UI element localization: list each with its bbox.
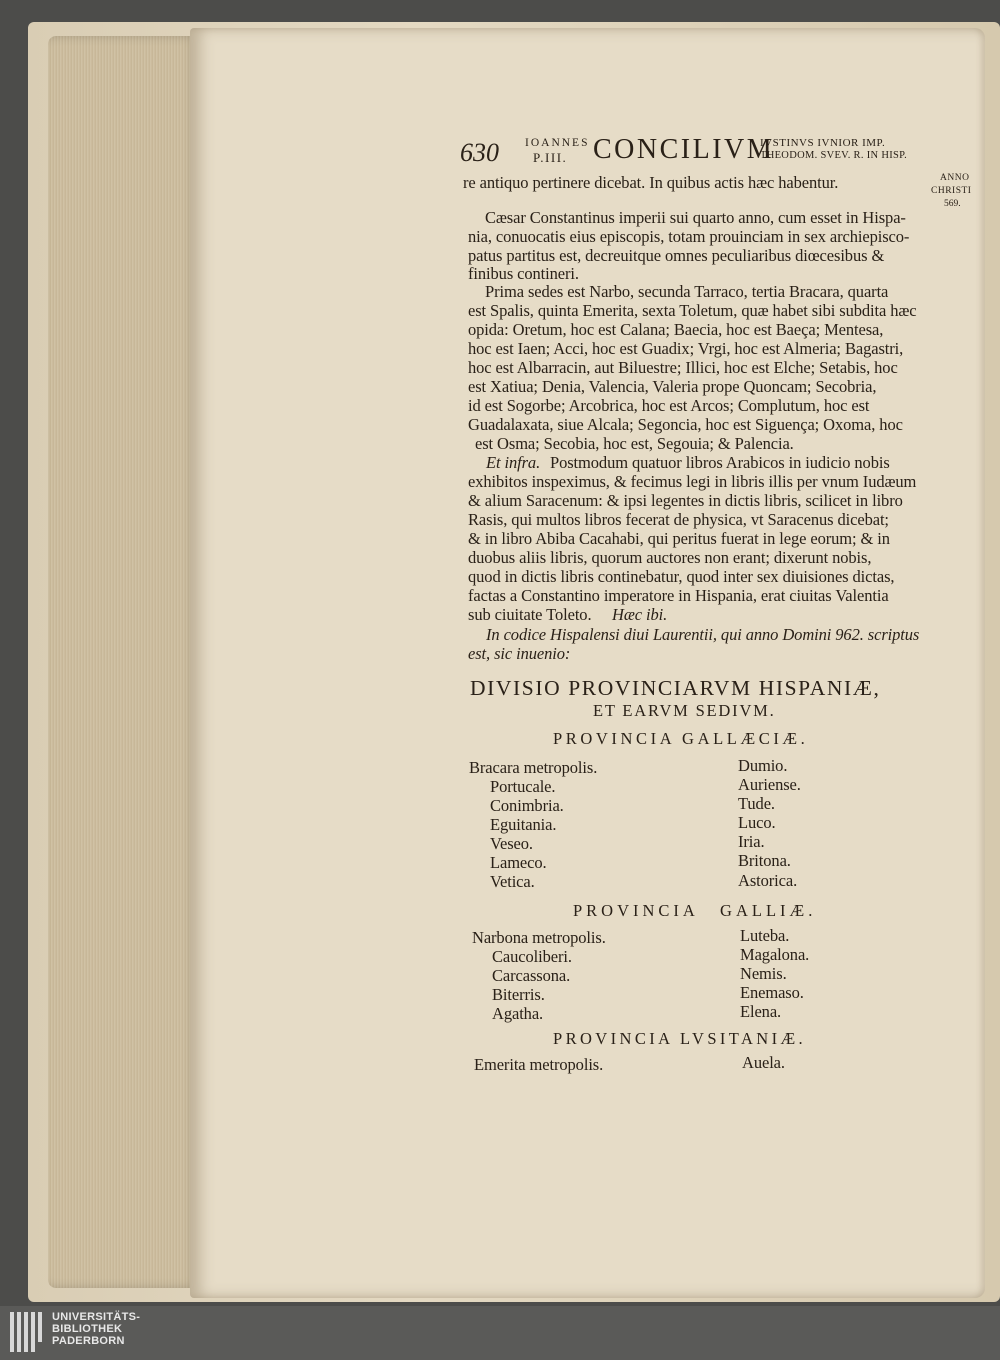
para3-line-4: Rasis, qui multos libros fecerat de physica, vt Saracenus dicebat; [468, 510, 889, 529]
intro-line: re antiquo pertinere dicebat. In quibus actis hæc habentur. [463, 173, 839, 192]
header-right-bottom: THEODOM. SVEV. R. IN HISP. [760, 150, 908, 161]
see-entry: Portucale. [490, 777, 556, 796]
scan-footer [0, 1306, 1000, 1360]
library-name-line-1: UNIVERSITÄTS- [52, 1311, 141, 1323]
see-entry: Biterris. [492, 985, 545, 1004]
see-entry: Nemis. [740, 964, 787, 983]
library-logo-icon [8, 1310, 44, 1354]
page-number: 630 [460, 138, 499, 167]
margin-note-line-3: 569. [944, 199, 961, 209]
see-entry: Agatha. [492, 1004, 544, 1023]
header-right-top: IVSTINVS IVNIOR IMP. [760, 137, 886, 149]
province-heading: PROVINCIA GALLIÆ. [573, 901, 817, 920]
para2-line-1: Prima sedes est Narbo, secunda Tarraco, tertia Bracara, quarta [485, 282, 889, 301]
para3-end: Hæc ibi. [612, 605, 668, 624]
see-entry: Magalona. [740, 945, 810, 964]
see-entry: Luteba. [740, 926, 790, 945]
margin-note-line-2: CHRISTI [931, 186, 972, 196]
see-entry: Enemaso. [740, 983, 804, 1002]
see-entry: Luco. [738, 813, 776, 832]
see-entry: Caucoliberi. [492, 947, 572, 966]
para3-last-line: sub ciuitate Toleto. [468, 605, 592, 624]
para2-line-8: Guadalaxata, siue Alcala; Segoncia, hoc est Siguença; Oxoma, hoc [468, 415, 903, 434]
para3-lead: Et infra. [486, 453, 541, 472]
para1-line-3: patus partitus est, decreuitque omnes peculiaribus diœcesibus & [468, 246, 885, 265]
division-title-line-2: ET EARVM SEDIVM. [593, 701, 776, 720]
para2-line-7: id est Sogorbe; Arcobrica, hoc est Arcos; Complutum, hoc est [468, 396, 870, 415]
para2-line-9: est Osma; Secobia, hoc est, Segouia; & Palencia. [475, 434, 794, 453]
province-heading: PROVINCIA GALLÆCIÆ. [553, 729, 809, 748]
see-entry: Elena. [740, 1002, 782, 1021]
margin-note-line-1: ANNO [940, 173, 970, 183]
see-entry: Conimbria. [490, 796, 564, 815]
para3-line-7: quod in dictis libris continebatur, quod inter sex diuisiones dictas, [468, 567, 895, 586]
province-heading: PROVINCIA LVSITANIÆ. [553, 1029, 807, 1048]
see-entry: Astorica. [738, 871, 798, 890]
see-entry: Vetica. [490, 872, 535, 891]
para2-line-4: hoc est Iaen; Acci, hoc est Guadix; Vrgi, hoc est Almeria; Bagastri, [468, 339, 904, 358]
division-title-line-1: DIVISIO PROVINCIARVM HISPANIÆ, [470, 676, 881, 700]
para2-line-3: opida: Oretum, hoc est Calana; Baecia, hoc est Baeça; Mentesa, [468, 320, 884, 339]
para2-line-5: hoc est Albarracin, aut Biluestre; Illici, hoc est Elche; Setabis, hoc [468, 358, 898, 377]
para1-line-4: finibus contineri. [468, 264, 579, 283]
see-entry: Eguitania. [490, 815, 557, 834]
running-title: CONCILIVM [593, 134, 775, 165]
see-entry: Dumio. [738, 756, 788, 775]
see-entry: Veseo. [490, 834, 533, 853]
para1-line-1: Cæsar Constantinus imperii sui quarto anno, cum esset in Hispa- [485, 208, 906, 227]
see-entry: Auriense. [738, 775, 801, 794]
para3-line-6: duobus aliis libris, quorum auctores non erant; dixerunt nobis, [468, 548, 872, 567]
para4-line-2: est, sic inuenio: [468, 644, 571, 663]
library-name-line-3: PADERBORN [52, 1335, 125, 1347]
see-entry: Iria. [738, 832, 765, 851]
see-entry: Emerita metropolis. [474, 1055, 604, 1074]
para4-line-1: In codice Hispalensi diui Laurentii, qui anno Domini 962. scriptus [486, 625, 920, 644]
para1-line-2: nia, conuocatis eius episcopis, totam prouinciam in sex archiepisco- [468, 227, 910, 246]
para2-line-2: est Spalis, quinta Emerita, sexta Toletum, quæ habet sibi subdita hæc [468, 301, 917, 320]
para3-line-8: factas a Constantino imperatore in Hispania, erat ciuitas Valentia [468, 586, 889, 605]
para3-line-2: exhibitos inspeximus, & fecimus legi in libris illis per vnum Iudæum [468, 472, 917, 491]
see-entry: Narbona metropolis. [472, 928, 606, 947]
header-left-top: IOANNES [525, 137, 590, 149]
see-entry: Tude. [738, 794, 775, 813]
para3-line-3: & alium Saracenum: & ipsi legentes in dictis libris, scilicet in libro [468, 491, 903, 510]
page-edges [48, 36, 198, 1288]
para3-line-5: & in libro Abiba Cacahabi, qui peritus fuerat in lege eorum; & in [468, 529, 890, 548]
see-entry: Lameco. [490, 853, 547, 872]
para2-line-6: est Xatiua; Denia, Valencia, Valeria prope Quoncam; Secobria, [468, 377, 877, 396]
see-entry: Bracara metropolis. [469, 758, 598, 777]
library-name-line-2: BIBLIOTHEK [52, 1323, 123, 1335]
header-left-bottom: P.III. [533, 150, 568, 165]
see-entry: Britona. [738, 851, 791, 870]
see-entry: Carcassona. [492, 966, 571, 985]
para3-line-1: Postmodum quatuor libros Arabicos in iudicio nobis [550, 453, 890, 472]
see-entry: Auela. [742, 1053, 785, 1072]
